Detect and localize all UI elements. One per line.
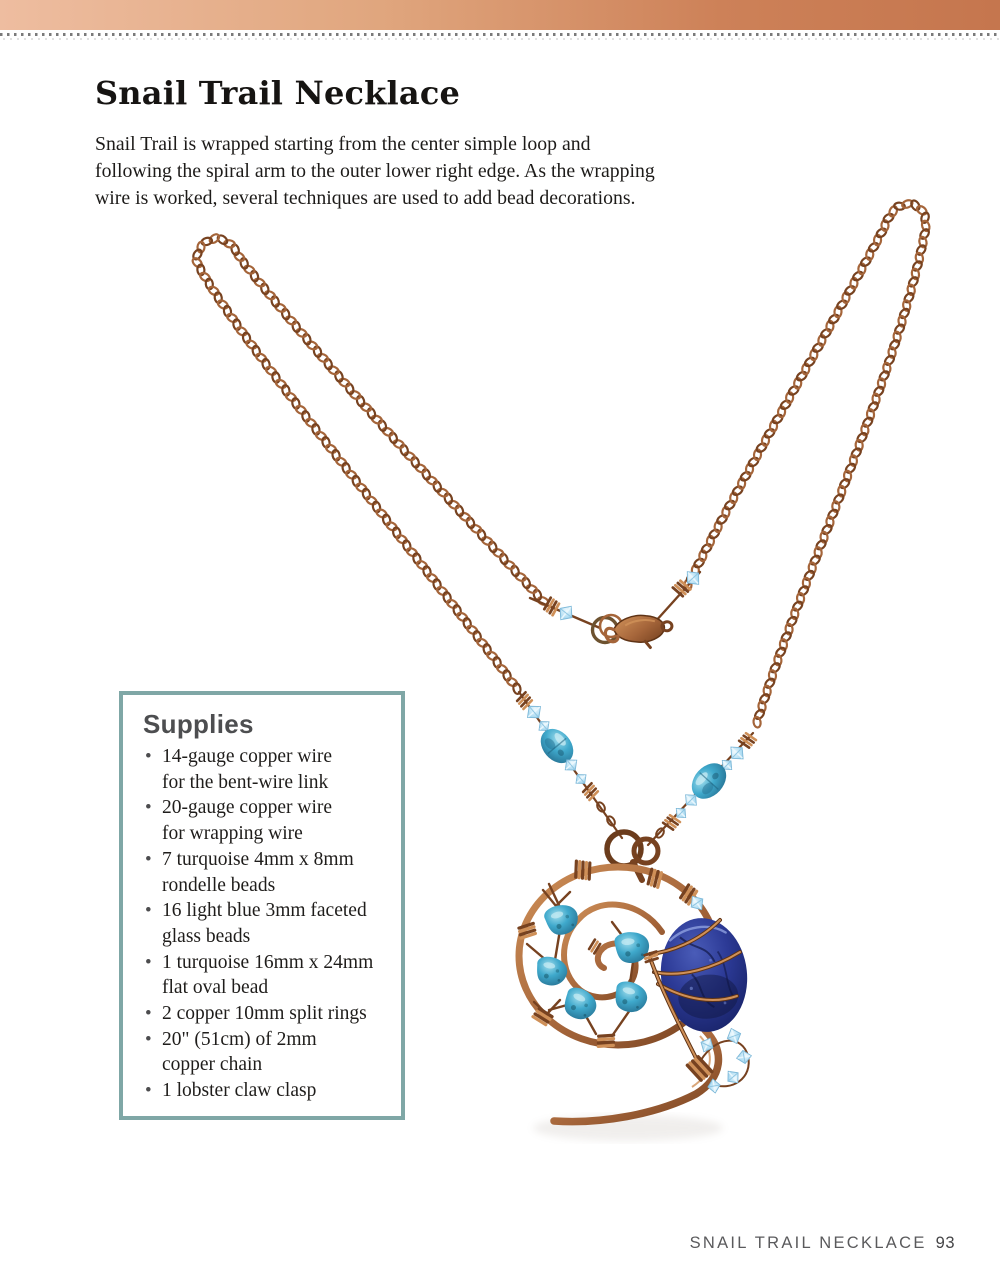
supply-item: • 2 copper 10mm split rings (162, 1001, 393, 1027)
supply-item: • 20-gauge copper wire for wrapping wire (162, 795, 393, 846)
intro-line: Snail Trail is wrapped starting from the center simple loop and (95, 133, 591, 155)
supplies-list (123, 744, 401, 1104)
page-title: Snail Trail Necklace (95, 74, 461, 112)
supplies-box (119, 691, 405, 1120)
chain (191, 199, 931, 729)
supply-item: • 1 lobster claw clasp (162, 1078, 393, 1104)
supplies-heading: Supplies (143, 709, 254, 739)
intro-line: following the spiral arm to the outer lower right edge. As the wrapping (95, 159, 655, 182)
supply-item: • 14-gauge copper wire for the bent-wire link (162, 744, 393, 795)
page-number: 93 (935, 1234, 955, 1252)
supply-item: • 7 turquoise 4mm x 8mm rondelle beads (162, 847, 393, 898)
supply-item: • 16 light blue 3mm faceted glass beads (162, 898, 393, 949)
page-footer (690, 1234, 955, 1253)
intro-line: wire is worked, several techniques are used to add bead decorations. (95, 186, 636, 209)
footer-label: SNAIL TRAIL NECKLACE (689, 1234, 927, 1252)
supply-item: • 20" (51cm) of 2mm copper chain (162, 1027, 393, 1078)
supply-item: • 1 turquoise 16mm x 24mm flat oval bead (162, 950, 393, 1001)
